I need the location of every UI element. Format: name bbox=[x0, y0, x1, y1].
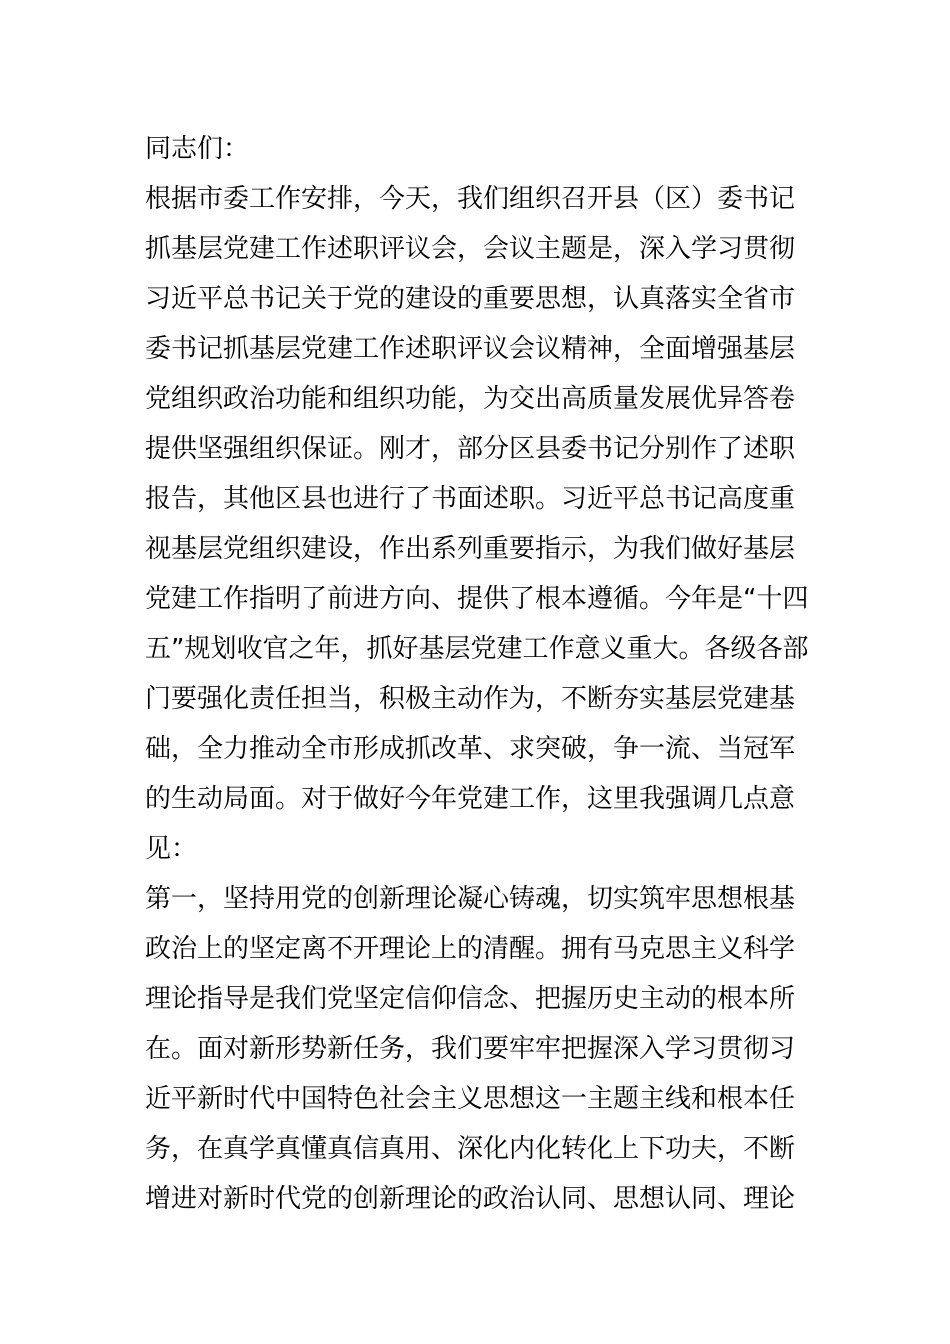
paragraph-line: 习近平总书记关于党的建设的重要思想，认真落实全省市 bbox=[145, 284, 796, 314]
paragraph-line: 础，全力推动全市形成抓改革、求突破，争一流、当冠军 bbox=[145, 734, 796, 764]
paragraph-line: 的生动局面。对于做好今年党建工作，这里我强调几点意 bbox=[145, 784, 796, 814]
paragraph-line: 抓基层党建工作述职评议会，会议主题是，深入学习贯彻 bbox=[145, 234, 796, 264]
paragraph-line: 提供坚强组织保证。刚才，部分区县委书记分别作了述职 bbox=[145, 434, 796, 464]
document-body bbox=[145, 124, 815, 1224]
paragraph-line: 在。面对新形势新任务，我们要牢牢把握深入学习贯彻习 bbox=[145, 1034, 796, 1064]
paragraph-line: 增进对新时代党的创新理论的政治认同、思想认同、理论 bbox=[145, 1184, 796, 1214]
paragraph-line: 党建工作指明了前进方向、提供了根本遵循。今年是“十四 bbox=[145, 584, 809, 614]
paragraph-line: 委书记抓基层党建工作述职评议会议精神，全面增强基层 bbox=[145, 334, 796, 364]
paragraph-line: 见： bbox=[145, 834, 198, 864]
paragraph-line: 理论指导是我们党坚定信仰信念、把握历史主动的根本所 bbox=[145, 984, 796, 1014]
paragraph-line: 党组织政治功能和组织功能，为交出高质量发展优异答卷 bbox=[145, 384, 796, 414]
paragraph-line: 根据市委工作安排，今天，我们组织召开县（区）委书记 bbox=[145, 184, 796, 214]
paragraph-line: 门要强化责任担当，积极主动作为，不断夯实基层党建基 bbox=[145, 684, 796, 714]
paragraph-line: 近平新时代中国特色社会主义思想这一主题主线和根本任 bbox=[145, 1084, 796, 1114]
paragraph-line: 政治上的坚定离不开理论上的清醒。拥有马克思主义科学 bbox=[145, 934, 796, 964]
paragraph-line: 报告，其他区县也进行了书面述职。习近平总书记高度重 bbox=[145, 484, 796, 514]
paragraph-line: 视基层党组织建设，作出系列重要指示，为我们做好基层 bbox=[145, 534, 796, 564]
section-heading-line: 第一，坚持用党的创新理论凝心铸魂，切实筑牢思想根基 bbox=[145, 884, 796, 914]
greeting: 同志们： bbox=[145, 134, 250, 164]
paragraph-line: 五”规划收官之年，抓好基层党建工作意义重大。各级各部 bbox=[145, 634, 809, 664]
paragraph-line: 务，在真学真懂真信真用、深化内化转化上下功夫，不断 bbox=[145, 1134, 796, 1164]
